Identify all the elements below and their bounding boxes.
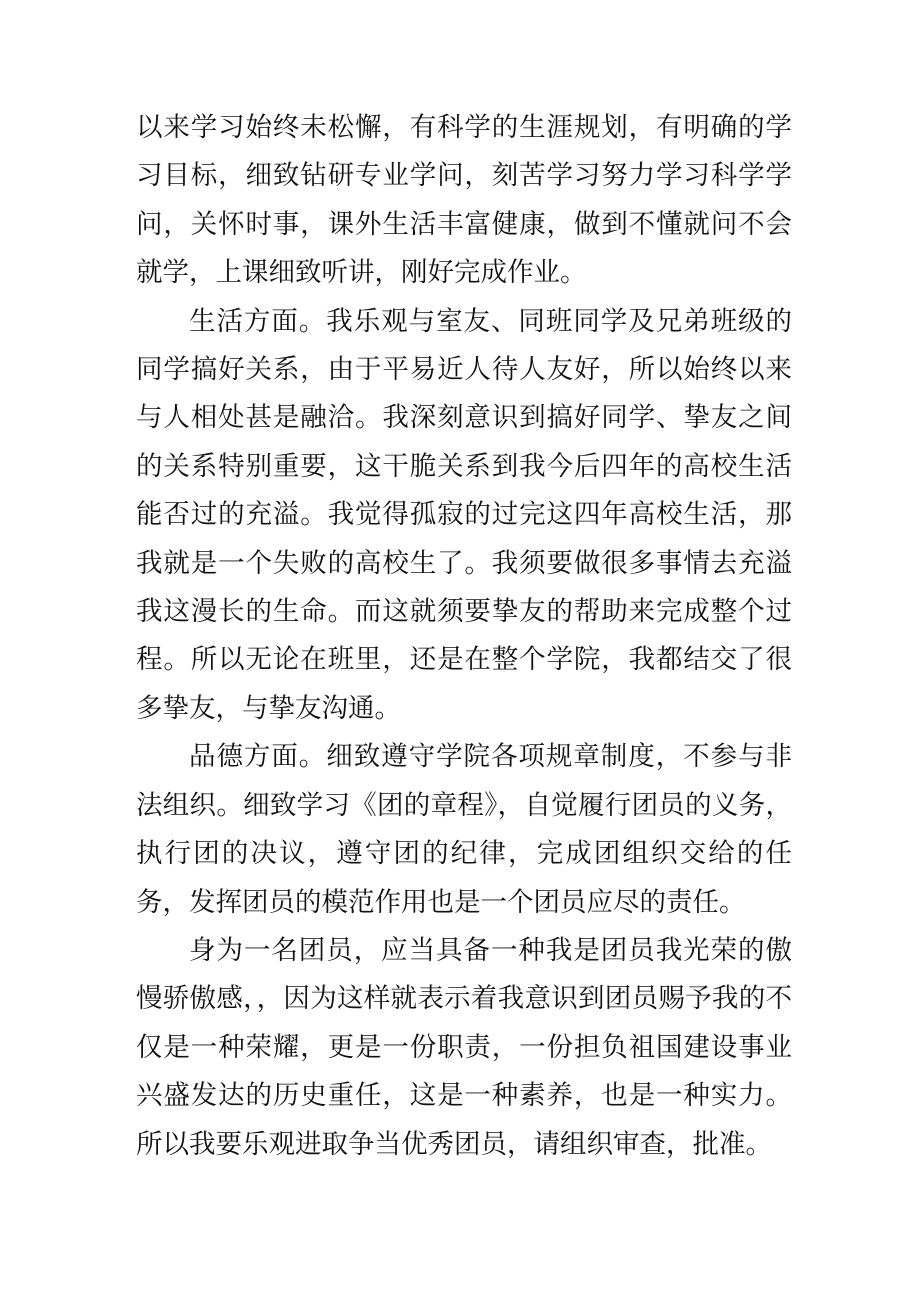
paragraph-morality: 品德方面。细致遵守学院各项规章制度，不参与非法组织。细致学习《团的章程》，自觉履行团员的义务，执行团的决议，遵守团的纪律，完成团组织交给的任务，发挥团员的模范作用也是一个团员应尽的责任。 bbox=[136, 741, 792, 918]
paragraph-life: 生活方面。我乐观与室友、同班同学及兄弟班级的同学搞好关系，由于平易近人待人友好，所以始终以来与人相处甚是融洽。我深刻意识到搞好同学、挚友之间的关系特别重要，这干脆关系到我今后四年的高校生活能否过的充溢。我觉得孤寂的过完这四年高校生活，那我就是一个失败的高校生了。我须要做很多事情去充溢我这漫长的生命。而这就须要挚友的帮助来完成整个过程。所以无论在班里，还是在整个学院，我都结交了很多挚友，与挚友沟通。 bbox=[136, 305, 792, 724]
document-body bbox=[136, 104, 792, 1169]
paragraph-member: 身为一名团员，应当具备一种我是团员我光荣的傲慢骄傲感，，因为这样就表示着我意识到团员赐予我的不仅是一种荣耀，更是一份职责，一份担负祖国建设事业兴盛发达的历史重任，这是一种素养，也是一种实力。所以我要乐观进取争当优秀团员，请组织审查，批准。 bbox=[136, 934, 792, 1160]
paragraph-study: 以来学习始终未松懈，有科学的生涯规划，有明确的学习目标，细致钻研专业学问，刻苦学习努力学习科学学问，关怀时事，课外生活丰富健康，做到不懂就问不会就学，上课细致听讲，刚好完成作业。 bbox=[136, 112, 792, 289]
